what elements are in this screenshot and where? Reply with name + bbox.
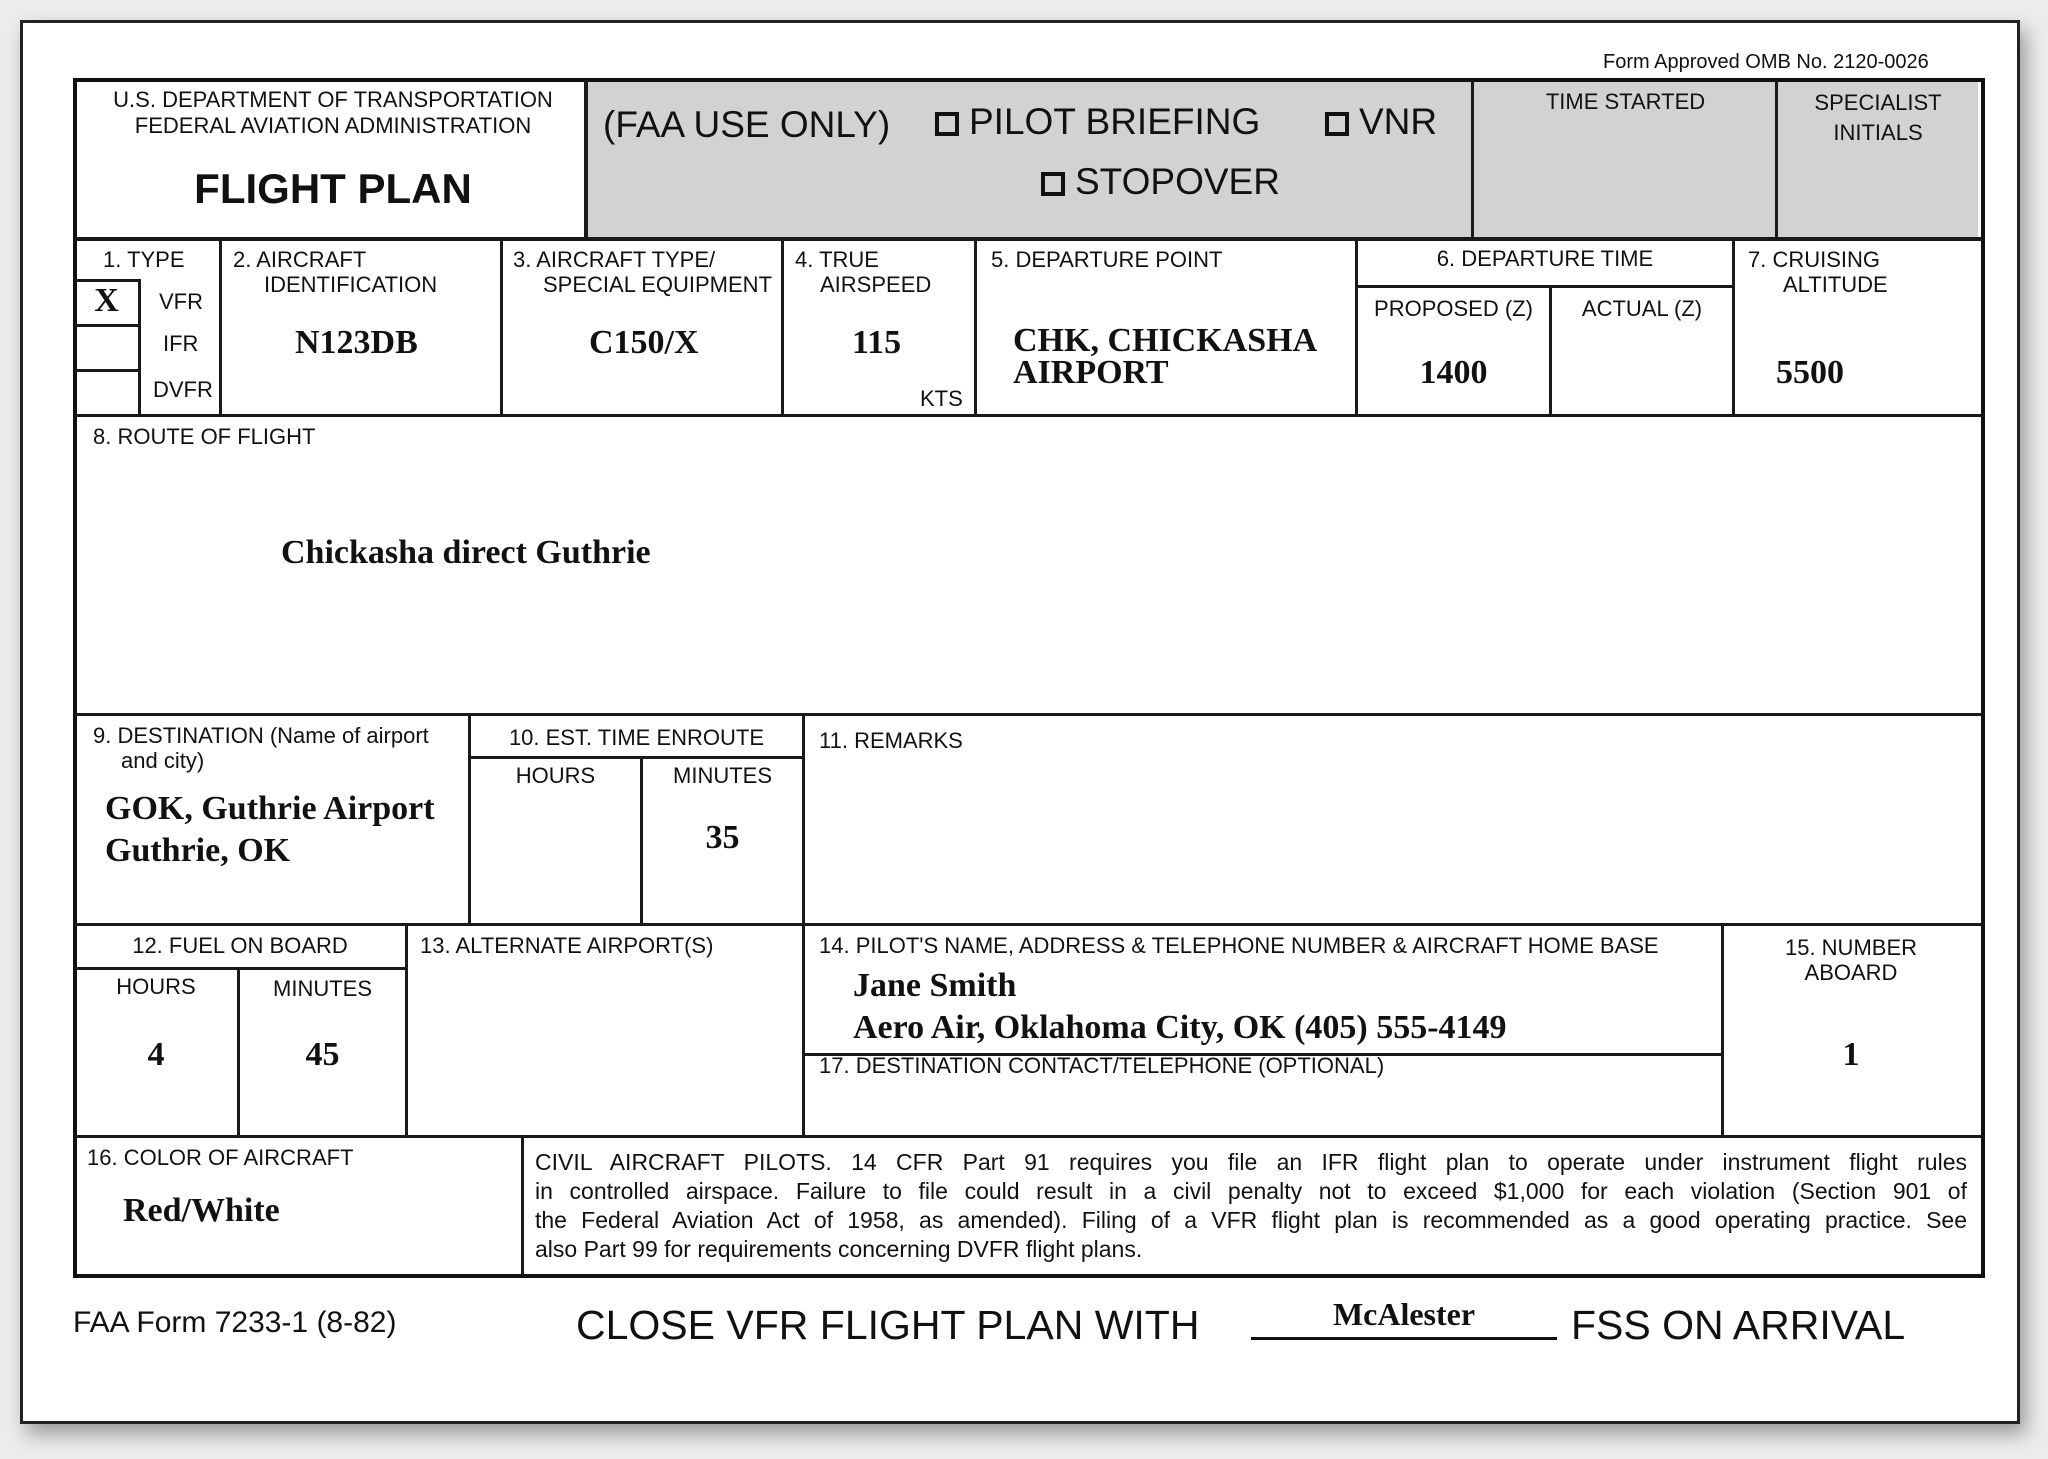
airspeed-unit: KTS bbox=[920, 386, 963, 411]
ete-minutes-label: MINUTES bbox=[673, 763, 772, 788]
fuel-hours-label: HOURS bbox=[116, 974, 196, 999]
faa-use-only: (FAA USE ONLY) bbox=[603, 104, 891, 145]
stopover-option[interactable]: STOPOVER bbox=[1041, 160, 1280, 204]
agency-line2: FEDERAL AVIATION ADMINISTRATION bbox=[134, 113, 532, 138]
vnr-option[interactable]: VNR bbox=[1325, 100, 1437, 144]
route-label: 8. ROUTE OF FLIGHT bbox=[93, 424, 316, 449]
pilot-label: 14. PILOT'S NAME, ADDRESS & TELEPHONE NUMBER & AIRCRAFT HOME BASE bbox=[819, 933, 1659, 958]
airspeed-value[interactable]: 115 bbox=[852, 324, 902, 361]
dvfr-label: DVFR bbox=[153, 377, 213, 402]
departure-point-value-2[interactable]: AIRPORT bbox=[1013, 354, 1169, 391]
airspeed-label-1: 4. TRUE bbox=[795, 247, 879, 272]
number-aboard-label-2: ABOARD bbox=[1804, 960, 1898, 985]
vfr-checkmark[interactable]: X bbox=[94, 282, 119, 319]
altitude-value[interactable]: 5500 bbox=[1776, 354, 1844, 391]
stopover-checkbox[interactable] bbox=[1041, 172, 1065, 196]
dest-contact-label: 17. DESTINATION CONTACT/TELEPHONE (OPTIONAL) bbox=[819, 1053, 1385, 1078]
destination-value-2[interactable]: Guthrie, OK bbox=[105, 832, 291, 869]
pilot-briefing-checkbox[interactable] bbox=[935, 112, 959, 136]
fss-name-field[interactable]: McAlester bbox=[1251, 1291, 1557, 1340]
airspeed-label-2: AIRSPEED bbox=[820, 272, 932, 297]
ifr-label: IFR bbox=[163, 331, 199, 356]
aircraft-type-label-2: SPECIAL EQUIPMENT bbox=[543, 272, 773, 297]
fuel-label: 12. FUEL ON BOARD bbox=[132, 933, 348, 958]
destination-value-1[interactable]: GOK, Guthrie Airport bbox=[105, 790, 435, 827]
departure-point-value-1[interactable]: CHK, CHICKASHA bbox=[1013, 322, 1318, 359]
vfr-label: VFR bbox=[159, 289, 203, 314]
proposed-time-value[interactable]: 1400 bbox=[1419, 354, 1488, 391]
pilot-address-value[interactable]: Aero Air, Oklahoma City, OK (405) 555-4149 bbox=[853, 1009, 1507, 1046]
fuel-minutes-value[interactable]: 45 bbox=[305, 1036, 340, 1073]
specialist-label-2: INITIALS bbox=[1833, 120, 1923, 145]
pilot-briefing-option[interactable]: PILOT BRIEFING bbox=[935, 100, 1260, 144]
actual-label: ACTUAL (Z) bbox=[1581, 296, 1703, 321]
departure-point-label: 5. DEPARTURE POINT bbox=[991, 247, 1223, 272]
notice-line1: CIVIL AIRCRAFT PILOTS. 14 CFR Part 91 requires you file an IFR flight plan to operate under instrument flight rules bbox=[535, 1149, 1967, 1175]
ete-label: 10. EST. TIME ENROUTE bbox=[508, 725, 765, 750]
close-vfr-text: CLOSE VFR FLIGHT PLAN WITH bbox=[576, 1302, 1200, 1348]
pilot-name-value[interactable]: Jane Smith bbox=[853, 967, 1017, 1004]
aircraft-type-value[interactable]: C150/X bbox=[589, 324, 699, 361]
vnr-checkbox[interactable] bbox=[1325, 112, 1349, 136]
number-aboard-label-1: 15. NUMBER bbox=[1784, 935, 1918, 960]
departure-time-label: 6. DEPARTURE TIME bbox=[1436, 246, 1654, 271]
form-title: FLIGHT PLAN bbox=[194, 165, 472, 212]
omb-number: Form Approved OMB No. 2120-0026 bbox=[1603, 51, 1929, 73]
form-number: FAA Form 7233-1 (8-82) bbox=[73, 1306, 397, 1339]
destination-label-1: 9. DESTINATION (Name of airport bbox=[93, 723, 429, 748]
ete-minutes-value[interactable]: 35 bbox=[705, 819, 740, 856]
fuel-minutes-label: MINUTES bbox=[273, 976, 372, 1001]
aircraft-id-label-1: 2. AIRCRAFT bbox=[233, 247, 367, 272]
agency-line1: U.S. DEPARTMENT OF TRANSPORTATION bbox=[113, 87, 553, 112]
notice-line2: in controlled airspace. Failure to file could result in a civil penalty not to exceed $1,000 for each violation (Section 901 of bbox=[535, 1178, 1967, 1204]
fuel-hours-value[interactable]: 4 bbox=[147, 1036, 165, 1073]
altitude-label-1: 7. CRUISING bbox=[1748, 247, 1881, 272]
route-value[interactable]: Chickasha direct Guthrie bbox=[281, 534, 651, 571]
alternate-label: 13. ALTERNATE AIRPORT(S) bbox=[420, 933, 714, 958]
ete-hours-label: HOURS bbox=[515, 763, 596, 788]
time-started-label: TIME STARTED bbox=[1545, 89, 1706, 114]
notice-line4: also Part 99 for requirements concerning DVFR flight plans. bbox=[535, 1236, 1143, 1262]
civil-penalty-notice bbox=[535, 1148, 1967, 1264]
aircraft-type-label-1: 3. AIRCRAFT TYPE/ bbox=[513, 247, 716, 272]
aircraft-id-label-2: IDENTIFICATION bbox=[264, 272, 438, 297]
notice-line3: the Federal Aviation Act of 1958, as amended). Filing of a VFR flight plan is recommended as a good operating practice. See bbox=[535, 1207, 1967, 1233]
number-aboard-value[interactable]: 1 bbox=[1842, 1036, 1860, 1073]
fss-arrival-text: FSS ON ARRIVAL bbox=[1571, 1302, 1906, 1348]
specialist-label-1: SPECIALIST bbox=[1814, 90, 1942, 115]
proposed-label: PROPOSED (Z) bbox=[1374, 296, 1533, 321]
aircraft-id-value[interactable]: N123DB bbox=[295, 324, 418, 361]
color-value[interactable]: Red/White bbox=[123, 1192, 280, 1229]
color-label: 16. COLOR OF AIRCRAFT bbox=[87, 1145, 354, 1170]
altitude-label-2: ALTITUDE bbox=[1783, 272, 1888, 297]
flight-plan-form bbox=[20, 20, 2020, 1424]
type-label: 1. TYPE bbox=[103, 247, 185, 272]
remarks-label: 11. REMARKS bbox=[819, 728, 963, 753]
destination-label-2: and city) bbox=[121, 748, 205, 773]
